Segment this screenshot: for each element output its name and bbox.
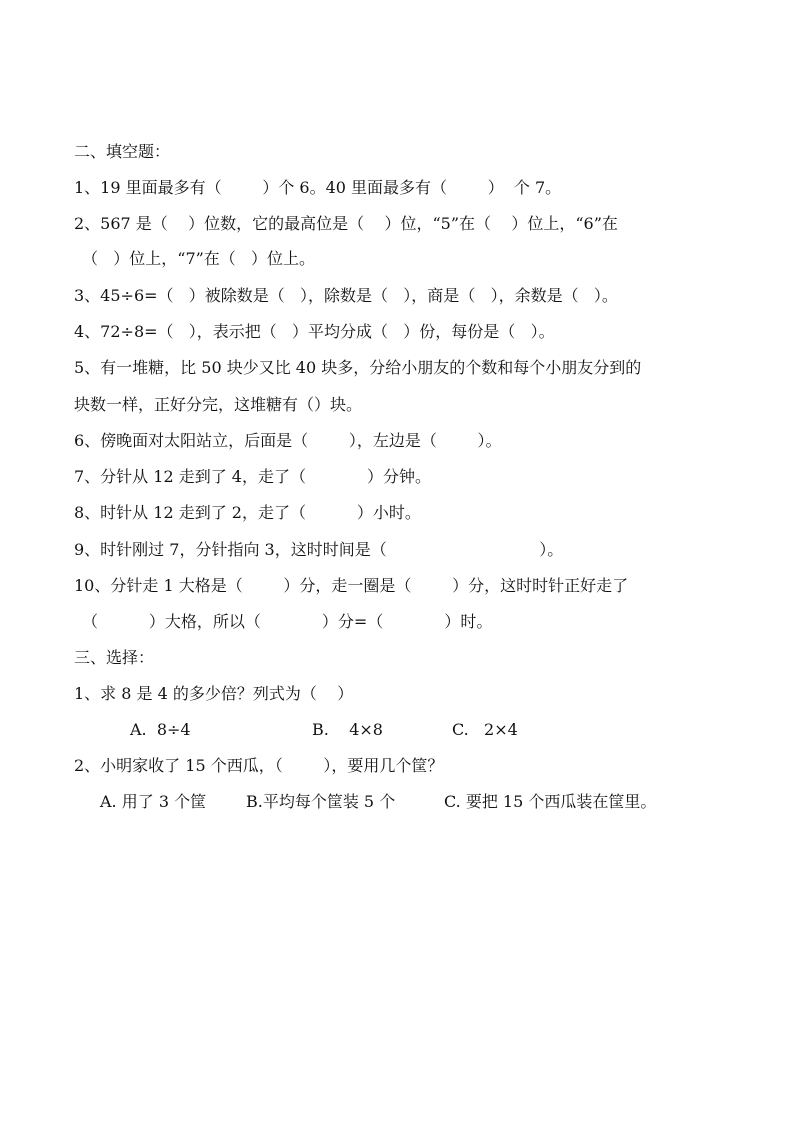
choice-q1-stem: 1、求 8 是 4 的多少倍？列式为（ ）	[74, 684, 354, 703]
fill-q8-line: 8、时针从 12 走到了 2，走了（ ）小时。	[74, 503, 421, 522]
choice-q2-option-c: C. 要把 15 个西瓜装在筐里。	[444, 792, 657, 811]
fill-q5-line1: 5、有一堆糖，比 50 块少又比 40 块多，分给小朋友的个数和每个小朋友分到的	[74, 358, 642, 377]
fill-q3-line: 3、45÷6=（ ）被除数是（ ），除数是（ ），商是（ ），余数是（ ）。	[74, 286, 618, 305]
fill-q9-line: 9、时针刚过 7，分针指向 3，这时时间是（ ）。	[74, 540, 564, 559]
choice-q2-option-a: A. 用了 3 个筐	[100, 792, 207, 811]
fill-q2-line2: （ ）位上，“7”在（ ）位上。	[82, 249, 316, 268]
fill-q5-line2: 块数一样，正好分完，这堆糖有（）块。	[74, 395, 363, 414]
fill-q7-line: 7、分针从 12 走到了 4，走了（ ）分钟。	[74, 467, 432, 486]
fill-q1-line: 1、19 里面最多有（ ）个 6。40 里面最多有（ ） 个 7。	[74, 178, 562, 197]
fill-q10-line1: 10、分针走 1 大格是（ ）分，走一圈是（ ）分，这时时针正好走了	[74, 576, 629, 595]
choice-q2-option-b: B.平均每个筐装 5 个	[246, 792, 396, 811]
fill-q10-line2: （ ）大格，所以（ ）分=（ ）时。	[82, 612, 493, 631]
fill-q2-line1: 2、567 是（ ）位数，它的最高位是（ ）位，“5”在（ ）位上，“6”在	[74, 214, 618, 233]
choice-q1-option-a: A. 8÷4	[130, 720, 191, 739]
section2-heading: 二、填空题：	[74, 142, 171, 161]
choice-q2-stem: 2、小明家收了 15 个西瓜，（ ），要用几个筐？	[74, 756, 444, 775]
section3-heading: 三、选择：	[74, 648, 155, 667]
fill-q4-line: 4、72÷8=（ ），表示把（ ）平均分成（ ）份，每份是（ ）。	[74, 322, 555, 341]
choice-q1-option-b: B. 4×8	[312, 720, 383, 739]
choice-q1-option-c: C. 2×4	[452, 720, 518, 739]
fill-q6-line: 6、傍晚面对太阳站立，后面是（ ），左边是（ ）。	[74, 431, 502, 450]
